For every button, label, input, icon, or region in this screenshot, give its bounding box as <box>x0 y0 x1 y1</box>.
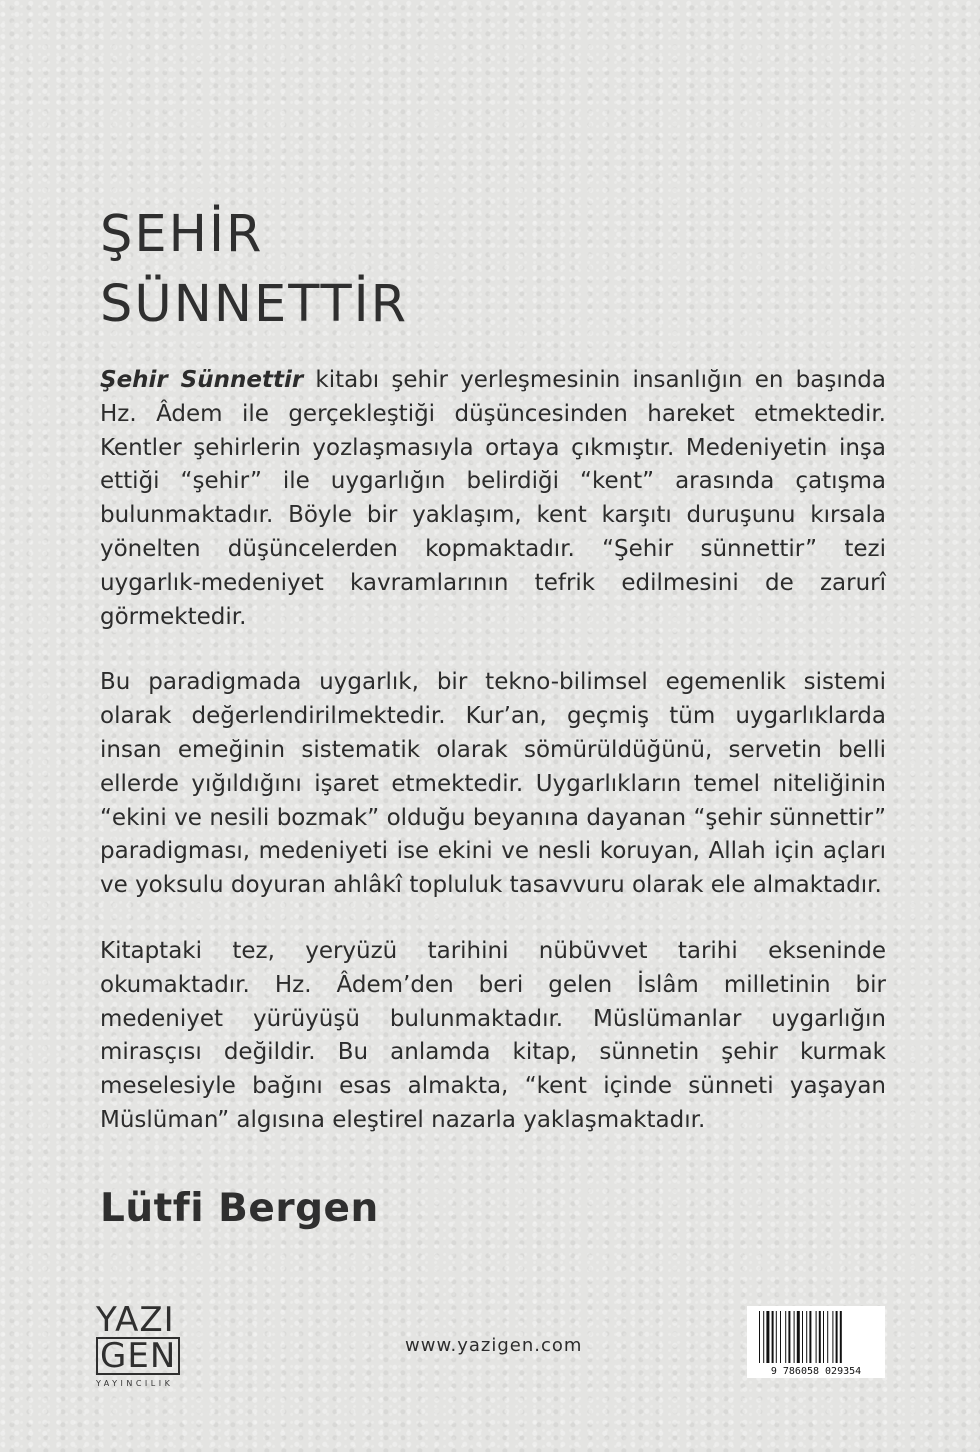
barcode-bar <box>766 1311 769 1363</box>
barcode-bar <box>759 1311 760 1363</box>
blurb-book-name: Şehir Sünnettir <box>100 367 304 393</box>
barcode-bar <box>763 1311 764 1363</box>
blurb-paragraph-1 <box>100 364 886 634</box>
barcode-bar <box>772 1311 774 1363</box>
author-name: Lütfi Bergen <box>100 1186 379 1231</box>
isbn-barcode <box>747 1306 885 1378</box>
barcode-bar <box>823 1311 824 1363</box>
publisher-logo-bottom: GEN <box>96 1337 180 1375</box>
blurb-paragraph-3: Kitaptaki tez, yeryüzü tarihini nübüvvet tarihi ekseninde okumaktadır. Hz. Âdem’den beri gelen İslâm milletinin bir medeniyet yürüyüşü bulunmaktadır. Müslümanlar uygarlığın mirasçısı değildir. Bu anlamda kitap, sünnetin şehir kurmak meselesiyle bağını esas almakta, “kent içinde sünneti yaşayan Müslüman” algısına eleştirel nazarla yaklaşmaktadır. <box>100 937 886 1133</box>
barcode-graphic <box>747 1306 885 1378</box>
barcode-bar <box>819 1311 821 1363</box>
barcode-bar <box>797 1311 800 1363</box>
book-title-line-2: SÜNNETTİR <box>100 275 409 334</box>
barcode-bar <box>785 1311 786 1363</box>
book-title <box>100 200 408 340</box>
barcode-bar <box>802 1311 803 1363</box>
barcode-bar <box>780 1311 781 1363</box>
publisher-logo-top: YAZI <box>96 1300 175 1340</box>
barcode-bar <box>794 1311 795 1363</box>
book-title-line-1: ŞEHİR <box>100 205 264 264</box>
blurb-paragraph-1-text: kitabı şehir yerleşmesinin insanlığın en başında Hz. Âdem ile gerçekleştiği düşüncesinden hareket etmektedir. Kentler şehirlerin yozlaşmasıyla ortaya çıkmıştır. Medeniyetin inşa ettiği “şehir” ile uygarlığın belirdiği “kent” arasında çatışma bulunmaktadır. Böyle bir yaklaşım, kent karşıtı duruşunu kırsala yönelten düşüncelerden kopmaktadır. “Şehir sünnettir” tezi uygarlık-medeniyet kavramlarının tefrik edilmesini de zarurî görmektedir. <box>100 367 886 630</box>
barcode-bar <box>809 1311 811 1363</box>
blurb-paragraph-2: Bu paradigmada uygarlık, bir tekno-bilimsel egemenlik sistemi olarak değerlendirilmektedir. Kur’an, geçmiş tüm uygarlıklarda insan emeğinin sistematik olarak sömürüldüğünü, servetin belli ellerde yığıldığını işaret etmektedir. Uygarlıkların temel niteliğinin “ekini ve nesili bozmak” olduğu beyanına dayanan “şehir sünnettir” paradigması, medeniyeti ise ekini ve nesli koruyan, Allah için açları ve yoksulu doyuran ahlâkî topluluk tasavvuru olarak ele almaktadır. <box>100 669 886 899</box>
barcode-bar <box>788 1311 790 1363</box>
publisher-website[interactable]: www.yazigen.com <box>405 1335 583 1356</box>
publisher-logo-subtitle: YAYINCILIK <box>96 1379 174 1388</box>
barcode-bar <box>836 1311 838 1363</box>
barcode-bar <box>776 1311 777 1363</box>
barcode-bar <box>840 1311 842 1363</box>
barcode-bar <box>806 1311 807 1363</box>
back-cover-blurb <box>100 364 886 1138</box>
barcode-number: 9 786058 029354 <box>770 1366 862 1377</box>
publisher-logo <box>96 1300 202 1393</box>
barcode-bar <box>827 1311 828 1363</box>
barcode-bar <box>816 1311 817 1363</box>
barcode-bar <box>832 1311 833 1363</box>
